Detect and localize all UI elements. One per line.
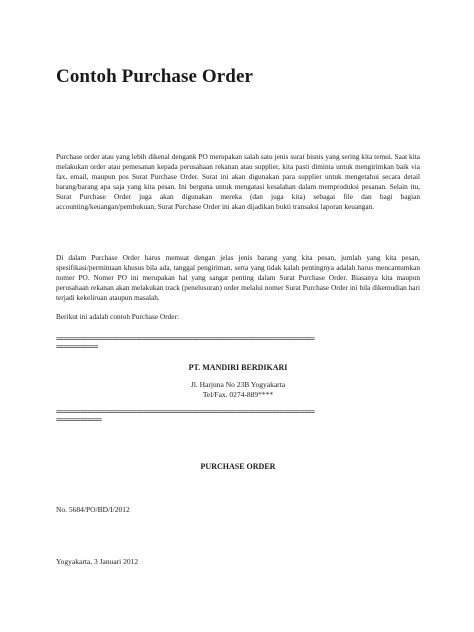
company-address: Jl. Harjuna No 23B Yogyakarta — [190, 380, 286, 389]
example-intro-paragraph: Berikut ini adalah contoh Purchase Order: — [56, 312, 179, 321]
po-date: Yogyakarta, 3 Januari 2012 — [56, 557, 139, 566]
po-number: No. 5684/PO/BD/I/2012 — [56, 505, 130, 514]
separator-line-top: ========================================================================== ============ — [56, 336, 315, 351]
company-name: PT. MANDIRI BERDIKARI — [188, 363, 288, 372]
po-heading: PURCHASE ORDER — [200, 462, 276, 471]
company-phone: Tel/Fax. 0274-889**** — [202, 390, 274, 399]
separator-line-bottom: ========================================================================== ============= — [56, 409, 315, 424]
content-paragraph: Di dalam Purchase Order harus memuat dengan jelas jenis barang yang kita pesan, jumlah yang kita pesan, spesifikasi/permintaan khusus bila ada, tanggal pengiriman, serta yang tidak kalah pentingnya adalah harus mencantumkan nomer PO. Nomer PO ini merupakan hal yang sangat penting dalam Surat Purchase Order. Biasanya kita maupun perusahaan rekanan akan melakukan track (penelusuran) order melalui nomer Surat Purchase Order ini bila dikemudian hari terjadi kekeliruan ataupun masalah. — [56, 253, 420, 303]
document-title: Contoh Purchase Order — [56, 66, 254, 87]
intro-paragraph: Purchase order atau yang lebih dikenal dengank PO merupakan salah satu jenis surat bisnis yang sering kita temui. Saat kita melakukan order atau pemesanan kepada perusahaan rekanan atau supplier, kita pasti diminta untuk mengirimkan baik via fax, email, maupun pos Surat Purchase Order. Surat ini akan digunakan para supplier untuk mengetahui secara detail barang/barang apa saja yang kita pesan. Ini berguna untuk mengatasi kesalahan dalam memproduksi pesanan. Selain itu, Surat Purchase Order juga akan digunakan mereka (dan juga kita) sebagai file dan bagi bagian accounting/keuangan/pembukuan, Surat Purchase Order ini akan dijadikan bukti transaksi laporan keuangan. — [56, 152, 420, 212]
